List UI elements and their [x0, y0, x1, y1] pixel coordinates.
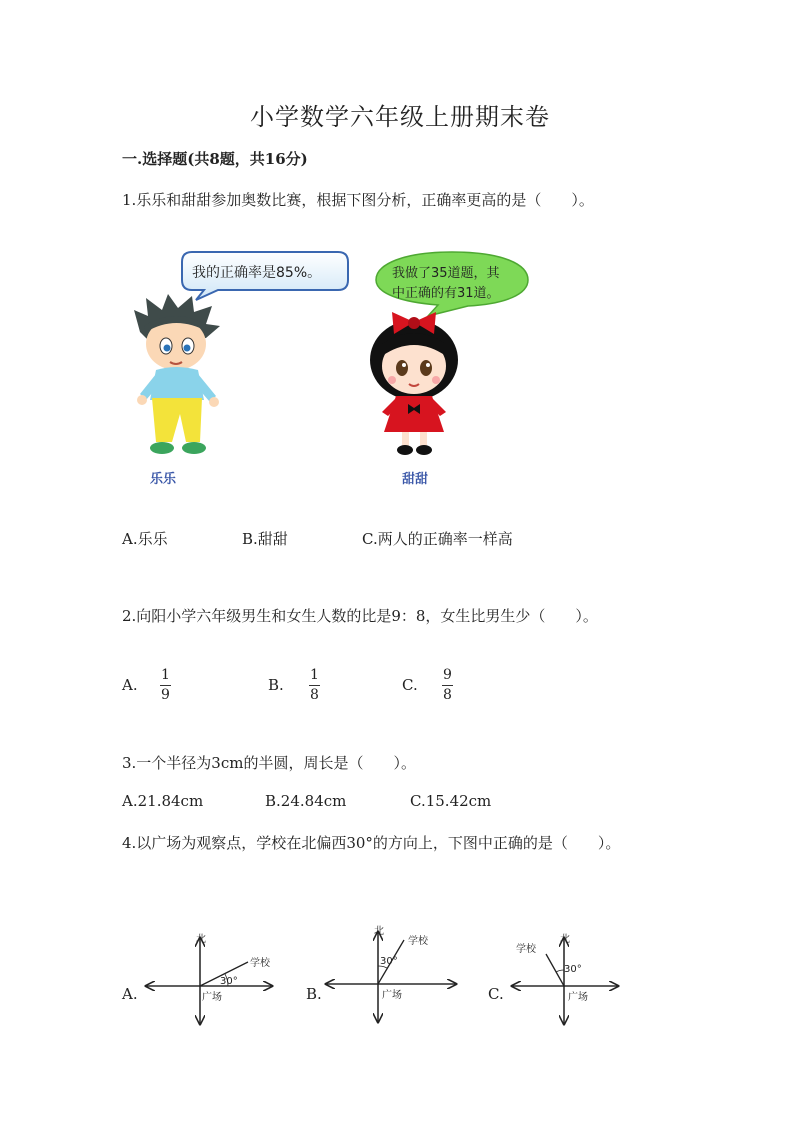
q2-option-b-numerator: 1 [310, 667, 319, 683]
question-4-text: 4.以广场为观察点，学校在北偏西30°的方向上，下图中正确的是（ ）。 [122, 834, 621, 852]
q4-diagram-c [508, 928, 628, 1028]
q4-b-plaza-label: 广场 [382, 990, 402, 1001]
q2-option-c-fraction [442, 668, 453, 703]
q4-b-school-label: 学校 [408, 936, 428, 947]
q4-a-north-label: 北 [196, 934, 206, 945]
q4-option-c[interactable]: C. [488, 985, 504, 1003]
q1-option-a[interactable]: A.乐乐 [122, 530, 168, 548]
q4-c-school-label: 学校 [516, 944, 536, 955]
q2-option-b[interactable] [268, 676, 284, 694]
section-heading: 一.选择题(共8题，共16分) [122, 150, 308, 168]
question-2-text: 2.向阳小学六年级男生和女生人数的比是9：8，女生比男生少（ ）。 [122, 607, 598, 625]
q2-option-c-denominator: 8 [443, 687, 452, 703]
boy-name-label: 乐乐 [150, 472, 177, 487]
q3-option-b[interactable]: B.24.84cm [265, 792, 347, 810]
boy-illustration-icon [130, 292, 225, 457]
q2-option-b-denominator: 8 [310, 687, 319, 703]
girl-name-label: 甜甜 [402, 472, 429, 487]
girl-illustration-icon [362, 308, 467, 456]
q4-option-b[interactable]: B. [306, 985, 322, 1003]
girl-bubble-line-1: 我做了35道题，其 [392, 266, 500, 281]
q4-b-angle-label: 30° [380, 956, 398, 967]
q2-option-a-denominator: 9 [161, 687, 170, 703]
q4-c-north-label: 北 [560, 934, 570, 945]
page-title: 小学数学六年级上册期末卷 [250, 103, 550, 131]
q4-a-school-label: 学校 [250, 958, 270, 969]
boy-bubble-text: 我的正确率是85%。 [192, 265, 322, 281]
q2-option-c-numerator: 9 [443, 667, 452, 683]
q4-a-angle-label: 30° [220, 976, 238, 987]
q2-option-a-label: A. [122, 676, 138, 694]
q2-option-a[interactable] [122, 676, 138, 694]
q1-option-b[interactable]: B.甜甜 [242, 530, 288, 548]
q2-option-c-label: C. [402, 676, 418, 694]
q4-a-plaza-label: 广场 [202, 992, 222, 1003]
q4-b-north-label: 北 [374, 926, 384, 937]
girl-bubble-line-2: 中正确的有31道。 [392, 286, 500, 301]
q4-c-plaza-label: 广场 [568, 992, 588, 1003]
q2-option-b-label: B. [268, 676, 284, 694]
q4-option-a[interactable]: A. [122, 985, 138, 1003]
q2-option-a-numerator: 1 [161, 667, 170, 683]
q4-c-angle-label: 30° [564, 964, 582, 975]
q3-option-c[interactable]: C.15.42cm [410, 792, 492, 810]
q4-diagram-b [322, 922, 462, 1028]
q4-diagram-a [140, 928, 280, 1028]
q2-option-c[interactable] [402, 676, 418, 694]
q1-option-c[interactable]: C.两人的正确率一样高 [362, 530, 513, 548]
question-1-text: 1.乐乐和甜甜参加奥数比赛，根据下图分析，正确率更高的是（ ）。 [122, 191, 594, 209]
q2-option-b-fraction [309, 668, 320, 703]
question-3-text: 3.一个半径为3cm的半圆，周长是（ ）。 [122, 754, 416, 772]
q3-option-a[interactable]: A.21.84cm [122, 792, 204, 810]
q2-option-a-fraction [160, 668, 171, 703]
